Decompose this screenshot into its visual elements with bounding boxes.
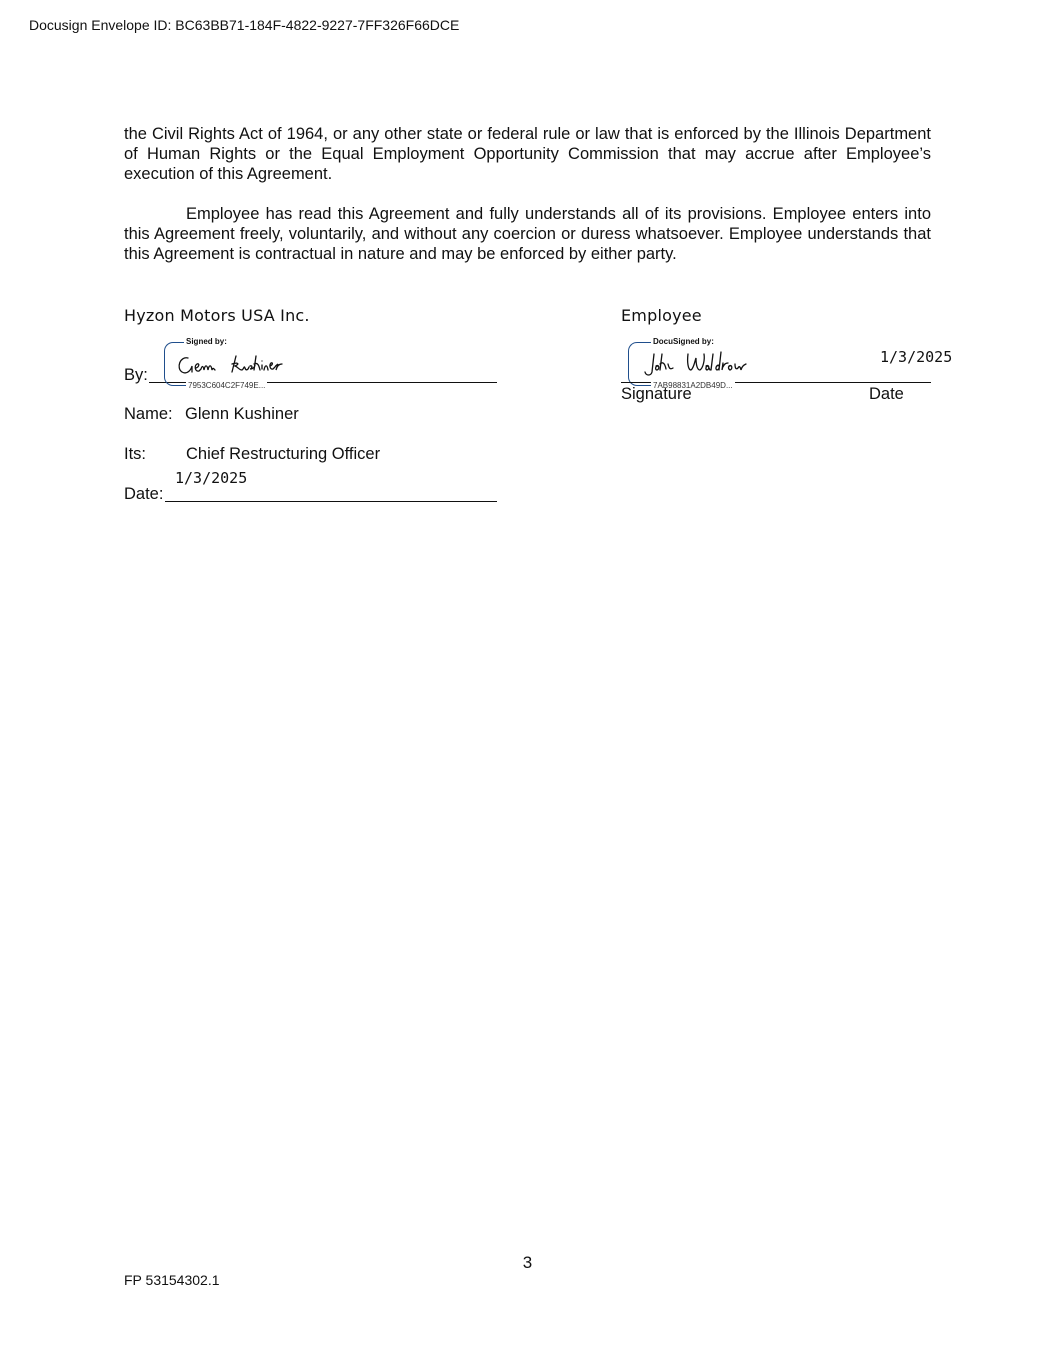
company-signed-by-caption: Signed by: [186, 337, 227, 346]
page-number: 3 [522, 1253, 533, 1272]
date-label: Date: [124, 485, 164, 503]
employee-signed-by-caption: DocuSigned by: [653, 337, 714, 346]
employee-date-label: Date [869, 385, 904, 403]
name-value: Glenn Kushiner [185, 405, 299, 423]
docusign-envelope-id: Docusign Envelope ID: BC63BB71-184F-4822-9227-7FF326F66DCE [29, 17, 460, 33]
signature-label: Signature [621, 385, 692, 403]
document-code: FP 53154302.1 [124, 1272, 220, 1288]
company-date-line [165, 501, 497, 502]
paragraph-civil-rights: the Civil Rights Act of 1964, or any other state or federal rule or law that is enforced by the Illinois Department of Human Rights or the Equal Employment Opportunity Commission that may accrue after Employee’s execution of this Agreement. [124, 125, 931, 183]
its-label: Its: [124, 445, 147, 463]
its-value: Chief Restructuring Officer [186, 445, 381, 463]
company-signature-id: 7953C604C2F749E... [188, 381, 266, 390]
company-signature-image [174, 350, 314, 382]
employee-signature-image [640, 348, 765, 382]
company-name: Hyzon Motors USA Inc. [124, 306, 310, 325]
company-date-value: 1/3/2025 [175, 469, 248, 487]
employee-date-value: 1/3/2025 [880, 348, 953, 366]
employee-signature-id: 7AB98831A2DB49D... [653, 381, 733, 390]
name-label: Name: [124, 405, 173, 423]
by-label: By: [124, 366, 148, 384]
paragraph-employee-acknowledgement: Employee has read this Agreement and fully understands all of its provisions. Employee enters into this Agreement freely, voluntarily, and without any coercion or duress whatsoever. Employee understands that this Agreement is contractual in nature and may be enforced by either party. [124, 205, 931, 263]
employee-heading: Employee [621, 306, 702, 325]
